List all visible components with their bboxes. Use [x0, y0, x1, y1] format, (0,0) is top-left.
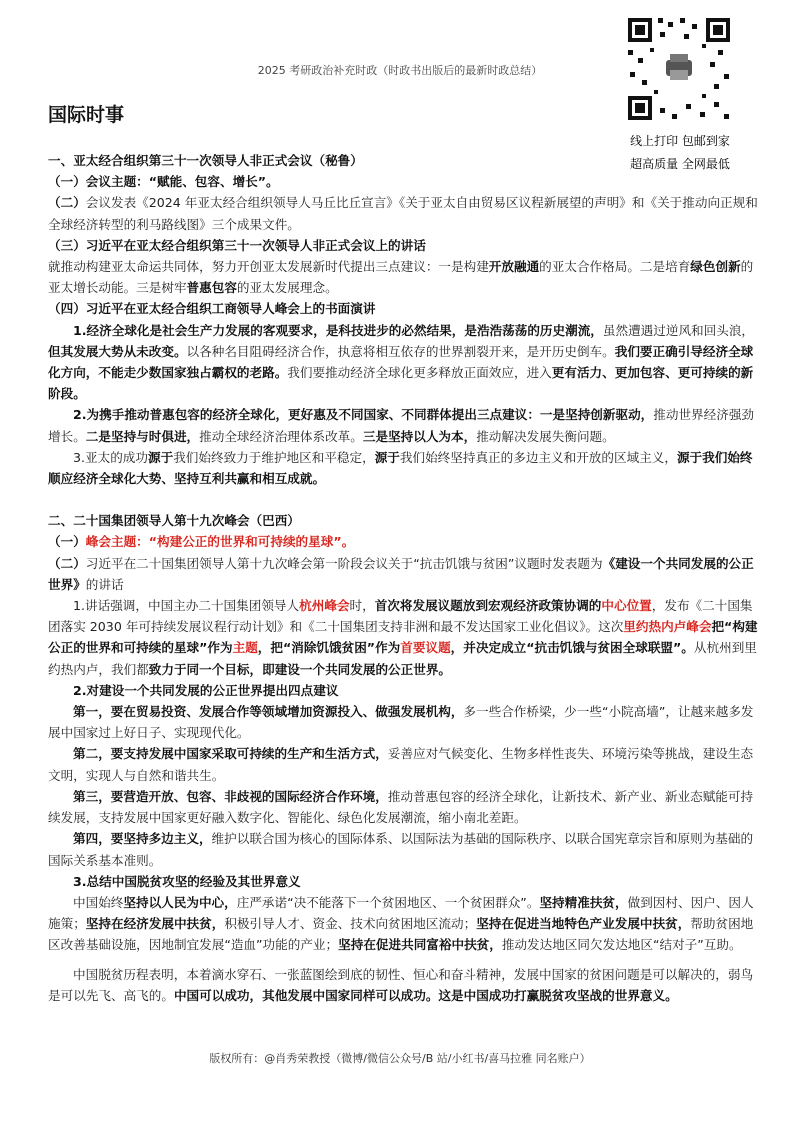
section-1-point-2: 2.为携手推动普惠包容的经济全球化，更好惠及不同国家、不同群体提出三点建议：一是坚持创新驱动，推动世界经济强劲增长。二是坚持与时俱进，推动全球经济治理体系改革。三是坚持以人为本，推动解决发展失衡问题。	[48, 407, 755, 444]
section-2-proposal-3: 第三，要营造开放、包容、非歧视的国际经济合作环境，推动普惠包容的经济全球化，让新技术、新产业、新业态赋能可持续发展，支持发展中国家更好融入数字化、智能化、绿色化发展潮流，缩小南北差距。	[48, 788, 754, 826]
section-2-sub-1: （一）峰会主题：“构建公正的世界和可持续的星球”。	[48, 534, 355, 550]
section-1-sub-1: （一）会议主题：“赋能、包容、增长”。	[48, 174, 279, 190]
section-2-poverty-para-2: 中国脱贫历程表明，本着滴水穿石、一张蓝图绘到底的韧性、恒心和奋斗精神，发展中国家的贫困问题是可以解决的，弱鸟是可以先飞、高飞的。中国可以成功，其他发展中国家同样可以成功。这是中国成功打赢脱贫攻坚战的世界意义。	[48, 966, 754, 1003]
section-2-point-2: 2.对建设一个共同发展的公正世界提出四点建议	[73, 682, 339, 698]
page-title: 国际时事	[48, 104, 125, 126]
section-2-point-1: 1.讲话强调，中国主办二十国集团领导人杭州峰会时，首次将发展议题放到宏观经济政策协调的中心位置，发布《二十国集团落实 2030 年可持续发展议程行动计划》和《二十国集团支持非洲和最不发达国家工业化倡议》。这次里约热内卢峰会把“构建公正的世界和可持续的星球”作为主题，把“消除饥饿贫困”作为首要议题，并决定成立“抗击饥饿与贫困全球联盟”。从杭州到里约热内卢，我们都致力于同一个目标，即建设一个共同发展的公正世界。	[48, 598, 758, 677]
promo-line-1: 线上打印 包邮到家	[630, 134, 730, 148]
section-2-sub-2: （二）习近平在二十国集团领导人第十九次峰会第一阶段会议关于“抗击饥饿与贫困”议题时发表题为《建设一个共同发展的公正世界》的讲话	[48, 555, 754, 592]
section-2-point-3: 3.总结中国脱贫攻坚的经验及其世界意义	[73, 873, 301, 889]
section-1-point-1: 1.经济全球化是社会生产力发展的客观要求，是科技进步的必然结果，是浩浩荡荡的历史潮流，虽然遭遇过逆风和回头浪，但其发展大势从未改变。以各种名目阻碍经济合作，执意将相互依存的世界割裂开来，是开历史倒车。我们要正确引导经济全球化方向，不能走少数国家独占霸权的老路。我们要推动经济全球化更多释放正面效应，进入更有活力、更加包容、更可持续的新阶段。	[48, 322, 755, 402]
qr-code-icon	[624, 14, 734, 124]
promo-line-2: 超高质量 全网最低	[630, 157, 730, 171]
document-body	[48, 150, 762, 1006]
copyright-footer: 版权所有：@肖秀荣教授（微博/微信公众号/B 站/小红书/喜马拉雅 同名账户）	[209, 1052, 591, 1065]
section-1-point-3: 3.亚太的成功源于我们始终致力于维护地区和平稳定，源于我们始终坚持真正的多边主义和开放的区域主义，源于我们始终顺应经济全球化大势、坚持互利共赢和相互成就。	[48, 449, 753, 487]
section-2-heading: 二、二十国集团领导人第十九次峰会（巴西）	[48, 513, 300, 529]
section-1-heading: 一、亚太经合组织第三十一次领导人非正式会议（秘鲁）	[48, 153, 363, 168]
section-2-proposal-4: 第四，要坚持多边主义，维护以联合国为核心的国际体系、以国际法为基础的国际秩序、以联合国宪章宗旨和原则为基础的国际关系基本准则。	[48, 831, 754, 868]
section-1-sub-2: （二）会议发表《2024 年亚太经合组织领导人马丘比丘宣言》《关于亚太自由贸易区议程新展望的声明》和《关于推动向正规和全球经济转型的利马路线图》三个成果文件。	[48, 195, 758, 232]
section-1-sub-3: （三）习近平在亚太经合组织第三十一次领导人非正式会议上的讲话	[48, 237, 426, 253]
section-2-proposal-1: 第一，要在贸易投资、发展合作等领域增加资源投入、做强发展机构，多一些合作桥梁，少一些“小院高墙”，让越来越多发展中国家过上好日子、实现现代化。	[48, 704, 754, 741]
document-header: 2025 考研政治补充时政（时政书出版后的最新时政总结）	[257, 64, 543, 77]
section-1-sub-4: （四）习近平在亚太经合组织工商领导人峰会上的书面演讲	[48, 301, 376, 317]
section-2-poverty-para-1: 中国始终坚持以人民为中心，庄严承诺“决不能落下一个贫困地区、一个贫困群众”。坚持精准扶贫，做到因村、因户、因人施策；坚持在经济发展中扶贫，积极引导人才、资金、技术向贫困地区流动；坚持在促进当地特色产业发展中扶贫，帮助贫困地区改善基础设施，因地制宜发展“造血”功能的产业；坚持在促进共同富裕中扶贫，推动发达地区同欠发达地区“结对子”互助。	[48, 894, 754, 953]
section-1-sub-3-body: 就推动构建亚太命运共同体，努力开创亚太发展新时代提出三点建议：一是构建开放融通的亚太合作格局。二是培育绿色创新的亚太增长动能。三是树牢普惠包容的亚太发展理念。	[48, 259, 754, 296]
section-2-proposal-2: 第二，要支持发展中国家采取可持续的生产和生活方式，妥善应对气候变化、生物多样性丧失、环境污染等挑战，建设生态文明，实现人与自然和谐共生。	[48, 746, 754, 783]
